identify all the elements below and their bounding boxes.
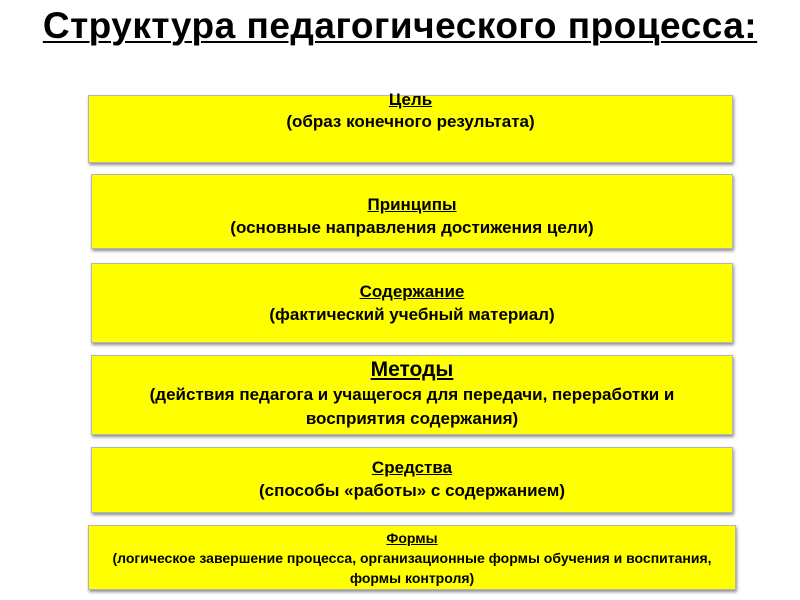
goal-box xyxy=(88,90,733,163)
goal-heading: Цель xyxy=(388,90,433,109)
goal-description: (образ конечного результата) xyxy=(286,112,535,131)
principles-heading: Принципы xyxy=(367,195,457,214)
forms-box xyxy=(88,525,736,590)
methods-description: (действия педагога и учащегося для передачи, переработки и восприятия содержания) xyxy=(149,385,675,428)
principles-box xyxy=(91,174,733,249)
content-box xyxy=(91,263,733,343)
means-heading: Средства xyxy=(371,458,453,477)
means-description: (способы «работы» с содержанием) xyxy=(259,481,565,500)
methods-box xyxy=(91,355,733,435)
methods-heading: Методы xyxy=(370,358,454,381)
means-box xyxy=(91,447,733,513)
content-heading: Содержание xyxy=(359,282,465,301)
forms-description: (логическое завершение процесса, организационные формы обучения и воспитания, формы контроля) xyxy=(112,550,712,586)
page-title: Структура педагогического процесса: xyxy=(42,5,758,46)
principles-description: (основные направления достижения цели) xyxy=(230,218,594,237)
forms-heading: Формы xyxy=(386,530,438,546)
content-description: (фактический учебный материал) xyxy=(269,305,555,324)
